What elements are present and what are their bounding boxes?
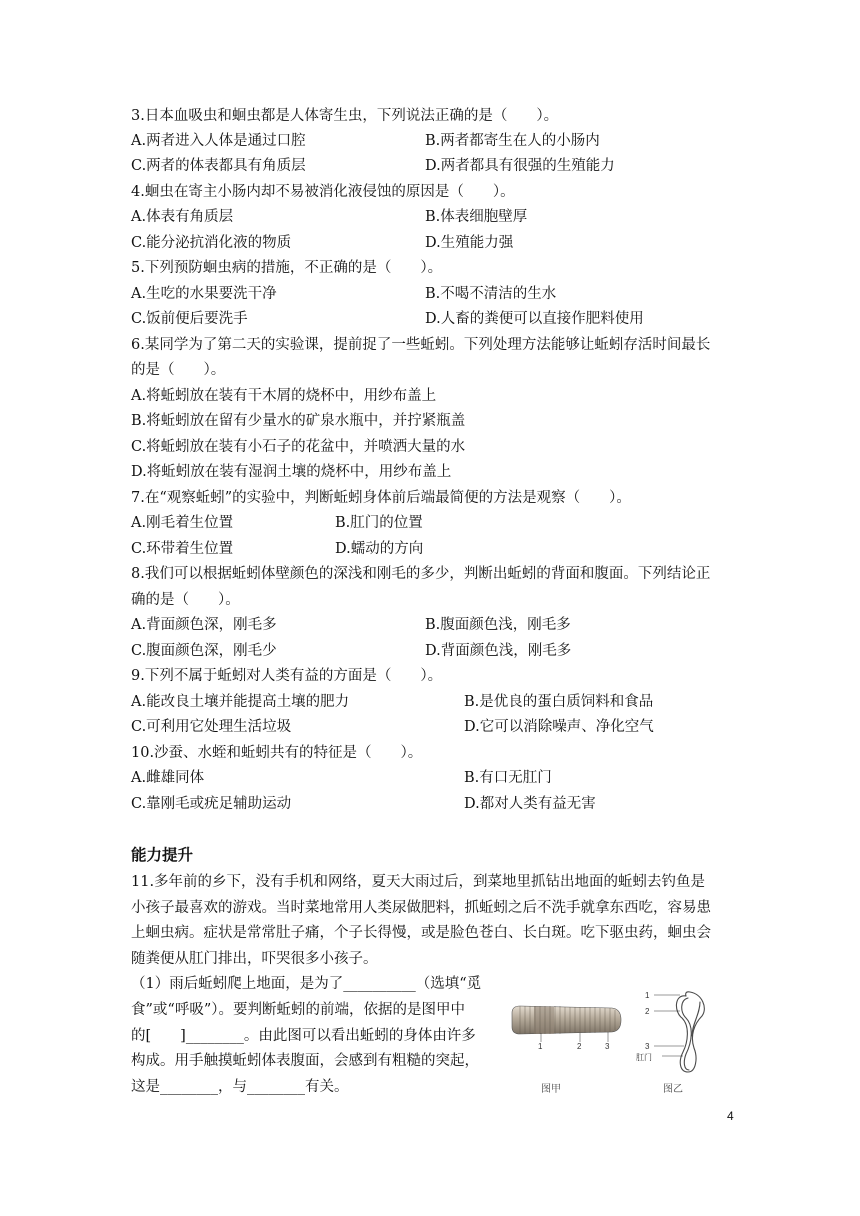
figure-yi-label-anus: 肛门 [636, 1053, 652, 1062]
figure-jia-label-1: 1 [538, 1042, 543, 1050]
question-8-option-d: D.背面颜色浅，刚毛多 [425, 643, 572, 659]
question-3-option-a: A.两者进入人体是通过口腔 [131, 133, 306, 149]
figure-yi-label-1: 1 [645, 991, 650, 1000]
question-9-option-b: B.是优良的蛋白质饲料和食品 [464, 694, 654, 710]
question-9-option-c: C.可利用它处理生活垃圾 [131, 719, 292, 735]
figure-jia-label-3: 3 [605, 1042, 610, 1050]
question-3-option-c: C.两者的体表都具有角质层 [131, 158, 306, 174]
question-10-option-d: D.都对人类有益无害 [464, 796, 596, 812]
question-11-part1-line-5: 这是________，与________有关。 [131, 1079, 349, 1095]
question-5-option-d: D.人畜的粪便可以直接作肥料使用 [425, 311, 644, 327]
question-6-stem-line-2: 的是（ ）。 [131, 362, 226, 378]
question-10-stem: 10.沙蚕、水蛭和蚯蚓共有的特征是（ ）。 [131, 745, 423, 761]
question-4-option-b: B.体表细胞壁厚 [425, 209, 528, 225]
figure-yi-label-2: 2 [645, 1007, 650, 1016]
question-9-stem: 9.下列不属于蚯蚓对人类有益的方面是（ ）。 [131, 668, 443, 684]
question-4-option-a: A.体表有角质层 [131, 209, 234, 225]
question-6-stem-line-1: 6.某同学为了第二天的实验课，提前捉了一些蚯蚓。下列处理方法能够让蚯蚓存活时间最长 [131, 337, 711, 353]
page-number: 4 [727, 1109, 734, 1123]
question-5-stem: 5.下列预防蛔虫病的措施，不正确的是（ ）。 [131, 260, 443, 276]
question-10-option-b: B.有口无肛门 [464, 770, 552, 786]
section-heading: 能力提升 [131, 846, 194, 864]
question-6-option-a: A.将蚯蚓放在装有干木屑的烧杯中，用纱布盖上 [131, 388, 437, 404]
question-8-stem-line-1: 8.我们可以根据蚯蚓体壁颜色的深浅和刚毛的多少，判断出蚯蚓的背面和腹面。下列结论正 [131, 566, 711, 582]
question-8-option-c: C.腹面颜色深，刚毛少 [131, 643, 277, 659]
question-11-part1-line-3: 的[ ]________。由此图可以看出蚯蚓的身体由许多 [131, 1028, 476, 1044]
question-11-line-3: 上蛔虫病。症状是常常肚子痛，个子长得慢，或是脸色苍白、长白斑。吃下驱虫药，蛔虫会 [131, 925, 711, 941]
question-11-part1-line-2: 食”或“呼吸”）。要判断蚯蚓的前端，依据的是图甲中 [131, 1002, 465, 1018]
question-7-option-c: C.环带着生位置 [131, 541, 234, 557]
question-11-part1-line-1: （1）雨后蚯蚓爬上地面，是为了__________（选填“觅 [131, 976, 482, 992]
question-11-line-2: 小孩子最喜欢的游戏。当时菜地常用人类尿做肥料，抓蚯蚓之后不洗手就拿东西吃，容易患 [131, 900, 711, 916]
question-11-line-1: 11.多年前的乡下，没有手机和网络，夏天大雨过后，到菜地里抓钻出地面的蚯蚓去钓鱼是 [131, 874, 706, 890]
question-4-option-d: D.生殖能力强 [425, 235, 514, 251]
question-10-option-c: C.靠刚毛或疣足辅助运动 [131, 796, 292, 812]
question-5-option-c: C.饭前便后要洗手 [131, 311, 248, 327]
question-11-part1-line-4: 构成。用手触摸蚯蚓体表腹面，会感到有粗糙的突起， [131, 1053, 479, 1069]
question-5-option-a: A.生吃的水果要洗干净 [131, 286, 277, 302]
figure-yi-label-3: 3 [645, 1042, 650, 1051]
question-7-stem: 7.在“观察蚯蚓”的实验中，判断蚯蚓身体前后端最简便的方法是观察（ ）。 [131, 490, 631, 506]
earthworm-figure-jia [508, 1000, 626, 1050]
question-9-option-a: A.能改良土壤并能提高土壤的肥力 [131, 694, 350, 710]
question-4-option-c: C.能分泌抗消化液的物质 [131, 235, 292, 251]
question-8-stem-line-2: 确的是（ ）。 [131, 592, 240, 608]
question-6-option-b: B.将蚯蚓放在留有少量水的矿泉水瓶中，并拧紧瓶盖 [131, 413, 466, 429]
question-5-option-b: B.不喝不清洁的生水 [425, 286, 557, 302]
question-7-option-d: D.蠕动的方向 [335, 541, 424, 557]
question-6-option-c: C.将蚯蚓放在装有小石子的花盆中，并喷洒大量的水 [131, 439, 466, 455]
question-8-option-b: B.腹面颜色浅，刚毛多 [425, 617, 571, 633]
figure-yi-caption: 图乙 [663, 1084, 683, 1095]
question-3-option-b: B.两者都寄生在人的小肠内 [425, 133, 600, 149]
question-7-option-b: B.肛门的位置 [335, 515, 423, 531]
question-4-stem: 4.蛔虫在寄主小肠内却不易被消化液侵蚀的原因是（ ）。 [131, 184, 515, 200]
figure-jia-caption: 图甲 [541, 1084, 561, 1095]
question-3-option-d: D.两者都具有很强的生殖能力 [425, 158, 615, 174]
question-7-option-a: A.刚毛着生位置 [131, 515, 234, 531]
roundworm-figure-yi [628, 984, 728, 1080]
question-8-option-a: A.背面颜色深，刚毛多 [131, 617, 277, 633]
question-9-option-d: D.它可以消除噪声、净化空气 [464, 719, 654, 735]
question-10-option-a: A.雌雄同体 [131, 770, 205, 786]
question-3-stem: 3.日本血吸虫和蛔虫都是人体寄生虫，下列说法正确的是（ ）。 [131, 108, 559, 124]
question-11-line-4: 随粪便从肛门排出，吓哭很多小孩子。 [131, 951, 378, 967]
question-6-option-d: D.将蚯蚓放在装有湿润土壤的烧杯中，用纱布盖上 [131, 464, 452, 480]
figure-jia-label-2: 2 [577, 1042, 582, 1050]
